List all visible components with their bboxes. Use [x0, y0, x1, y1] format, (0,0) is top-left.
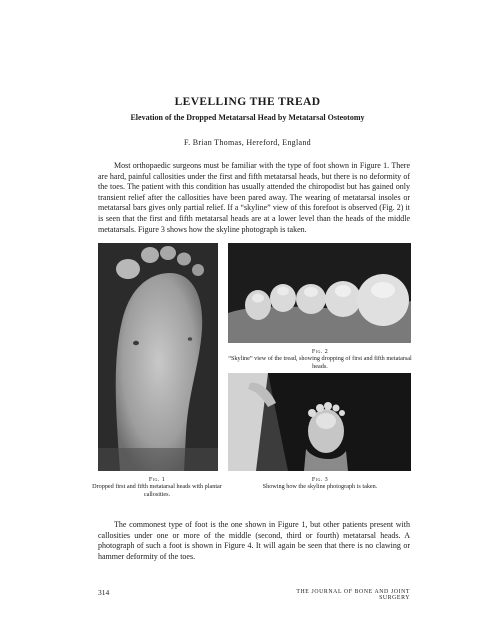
figure-2-caption: [226, 348, 414, 370]
figure-3-caption: [226, 476, 414, 491]
article-author: F. Brian Thomas, Hereford, England: [184, 138, 311, 147]
figure-3-image: [228, 373, 411, 471]
figure-2-photo: [228, 243, 411, 343]
figure-2-text: “Skyline” view of the tread, showing dropping of first and fifth metatarsal heads.: [228, 355, 412, 370]
figure-2-number: Fig. 2: [311, 348, 329, 355]
figure-1-photo: [98, 243, 218, 471]
article-title: LEVELLING THE TREAD: [174, 96, 321, 108]
figure-3-text: Showing how the skyline photograph is taken.: [262, 483, 378, 491]
figure-3-photo: [228, 373, 411, 471]
figure-3-number: Fig. 3: [311, 476, 329, 483]
body-paragraph-2: The commonest type of foot is the one shown in Figure 1, but other patients present with callosities under one or more of the middle (second, third or fourth) metatarsal heads. A photograph of such a foot is shown in Figure 4. It will again be seen that there is no clawing or hammer deformity of the toes.: [98, 520, 410, 561]
figure-2-image: [228, 243, 411, 343]
article-subtitle: Elevation of the Dropped Metatarsal Head by Metatarsal Osteotomy: [130, 113, 365, 122]
figure-1-caption: [92, 476, 222, 498]
figure-1-number: Fig. 1: [148, 476, 166, 483]
page-number: 314: [98, 588, 110, 597]
figure-1-text: Dropped first and fifth metatarsal heads with plantar callosities.: [92, 483, 222, 498]
figure-1-image: [98, 243, 218, 471]
body-paragraph-1: Most orthopaedic surgeons must be familiar with the type of foot shown in Figure 1. There are hard, painful callosities under the first and fifth metatarsal heads, but there is no deformity of the toes. The patient with this condition has usually attended the chiropodist but has gained only transient relief after the callosities have been pared away. The wearing of metatarsal insoles or metatarsal bars gives only partial relief. If a “skyline” view of this forefoot is observed (Fig. 2) it is seen that the first and fifth metatarsal heads are at a lower level than the heads of the middle metatarsals. Figure 3 shows how the skyline photograph is taken.: [98, 161, 410, 234]
journal-name: THE JOURNAL OF BONE AND JOINT SURGERY: [296, 589, 410, 601]
